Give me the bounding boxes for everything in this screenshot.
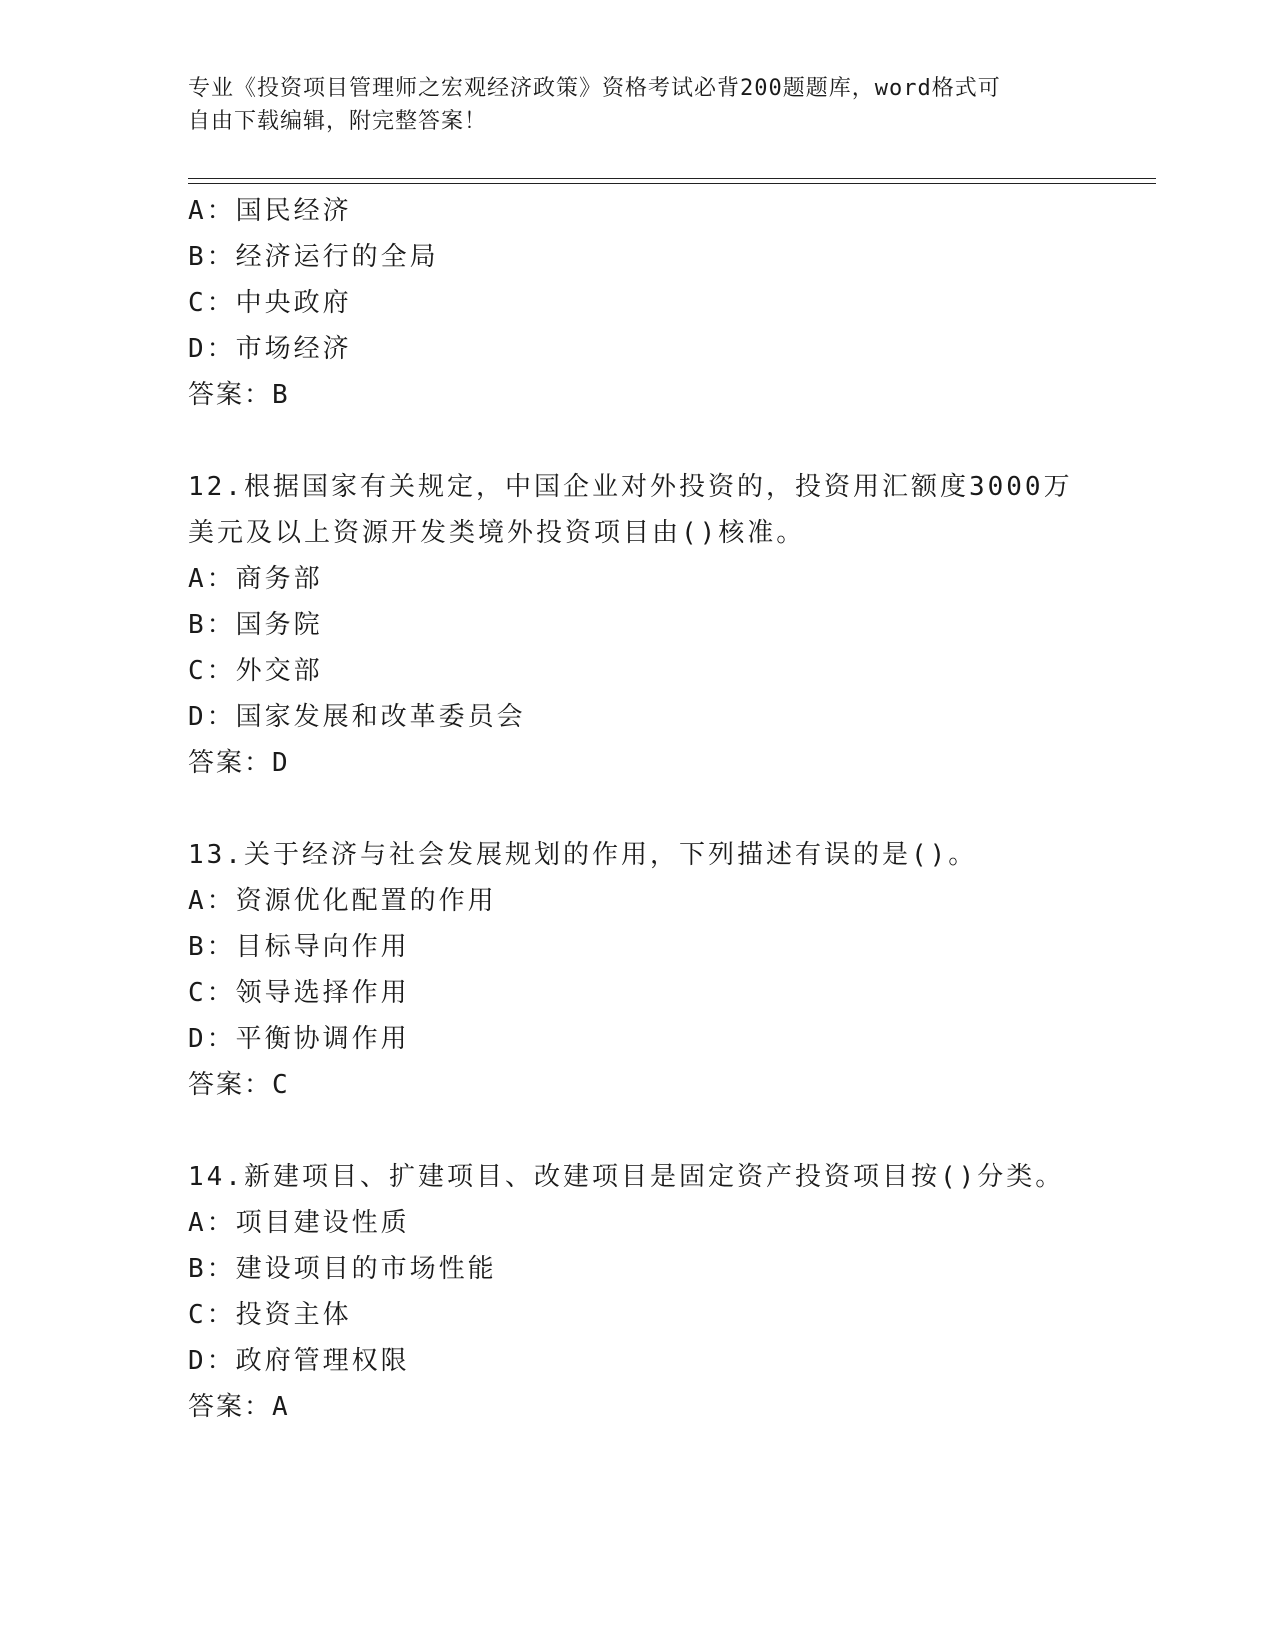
spacer [188, 418, 1088, 464]
option-d: D：市场经济 [188, 334, 352, 364]
option-b: B：国务院 [188, 610, 323, 640]
header-line-2: 自由下载编辑，附完整答案！ [188, 109, 488, 134]
header-divider-bottom [188, 183, 1156, 184]
option-c: C：领导选择作用 [188, 978, 410, 1008]
question-text-line-1: 13.关于经济与社会发展规划的作用，下列描述有误的是()。 [188, 840, 978, 870]
question-list [188, 188, 1088, 1430]
answer: 答案：D [188, 748, 290, 778]
question-text-line-2: 美元及以上资源开发类境外投资项目由()核准。 [188, 518, 806, 548]
option-a: A：资源优化配置的作用 [188, 886, 497, 916]
spacer [188, 786, 1088, 832]
option-c: C：中央政府 [188, 288, 352, 318]
option-c: C：投资主体 [188, 1300, 352, 1330]
option-a: A：国民经济 [188, 196, 352, 226]
question-14 [188, 1154, 1088, 1430]
option-d: D：平衡协调作用 [188, 1024, 410, 1054]
answer: 答案：C [188, 1070, 290, 1100]
option-b: B：建设项目的市场性能 [188, 1254, 497, 1284]
option-b: B：目标导向作用 [188, 932, 410, 962]
option-a: A：项目建设性质 [188, 1208, 410, 1238]
question-12 [188, 464, 1088, 786]
header-divider-top [188, 178, 1156, 179]
option-d: D：国家发展和改革委员会 [188, 702, 526, 732]
question-text-line-1: 14.新建项目、扩建项目、改建项目是固定资产投资项目按()分类。 [188, 1162, 1065, 1192]
question-11 [188, 188, 1088, 418]
spacer [188, 1108, 1088, 1154]
option-b: B：经济运行的全局 [188, 242, 439, 272]
document-header [188, 72, 1068, 138]
question-text-line-1: 12.根据国家有关规定，中国企业对外投资的，投资用汇额度3000万 [188, 472, 1073, 502]
answer: 答案：A [188, 1392, 290, 1422]
option-a: A：商务部 [188, 564, 323, 594]
answer: 答案：B [188, 380, 290, 410]
header-line-1: 专业《投资项目管理师之宏观经济政策》资格考试必背200题题库，word格式可 [188, 76, 1001, 101]
option-d: D：政府管理权限 [188, 1346, 410, 1376]
question-13 [188, 832, 1088, 1108]
option-c: C：外交部 [188, 656, 323, 686]
